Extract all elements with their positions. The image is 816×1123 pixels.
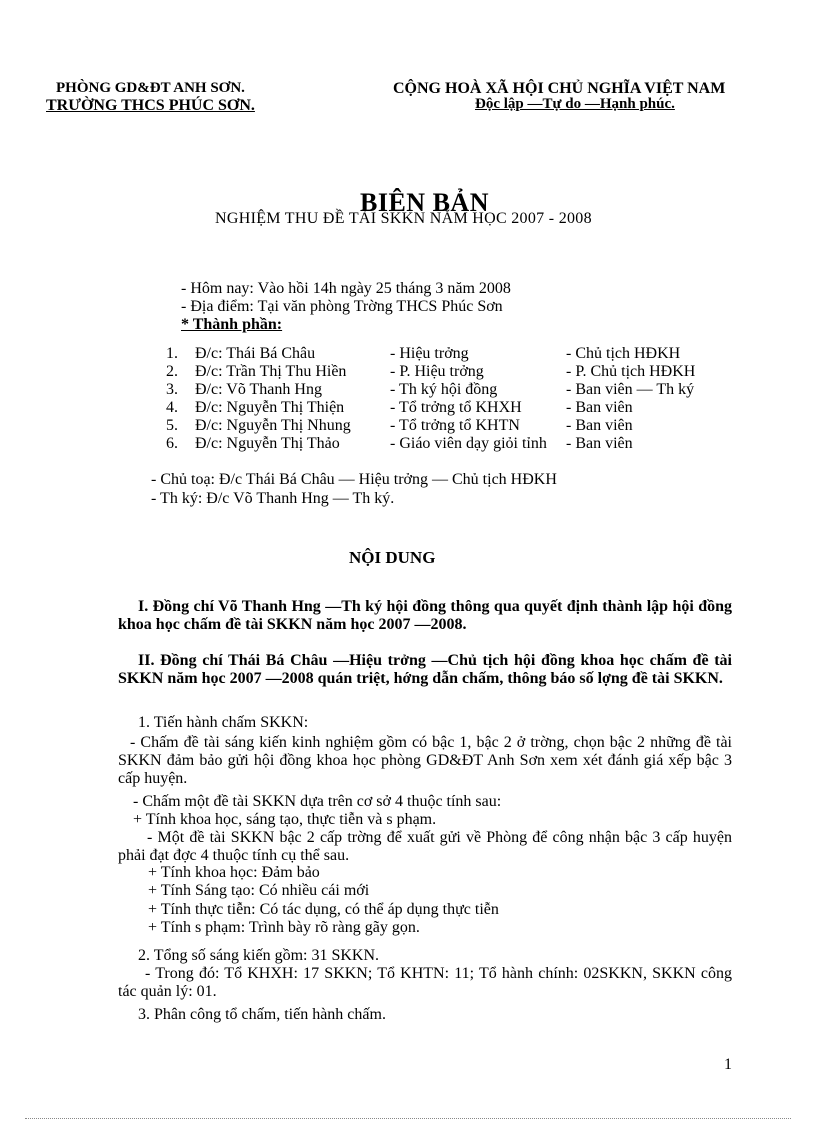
chair-line: - Chủ toạ: Đ/c Thái Bá Châu — Hiệu trởng — Chủ tịch HĐKH (151, 471, 557, 488)
member-number: 2. (166, 363, 178, 380)
member-role: - Ban viên (566, 417, 633, 434)
member-name: Đ/c: Võ Thanh Hng (195, 381, 322, 398)
header-country: CỘNG HOÀ XÃ HỘI CHỦ NGHĨA VIỆT NAM (393, 80, 726, 97)
header-org-line1: PHÒNG GD&ĐT ANH SƠN. (56, 80, 245, 96)
document-title: BIÊN BẢN (360, 188, 489, 217)
section-1: I. Đồng chí Võ Thanh Hng —Th ký hội đồng thông qua quyết định thành lập hội đồng khoa học chấm đề tài SKKN năm học 2007 —2008. (118, 598, 732, 633)
content-heading: NỘI DUNG (349, 548, 436, 567)
member-position: - Tổ trởng tổ KHXH (390, 399, 522, 416)
member-number: 6. (166, 435, 178, 452)
member-name: Đ/c: Thái Bá Châu (195, 345, 316, 362)
criteria-item: + Tính khoa học: Đảm bảo (148, 864, 320, 881)
member-number: 4. (166, 399, 178, 416)
member-role: - Ban viên — Th ký (566, 381, 695, 398)
meeting-place: - Địa điểm: Tại văn phòng Trờng THCS Phúc Sơn (181, 298, 503, 315)
page-number: 1 (724, 1056, 732, 1073)
item-2-paragraph: - Trong đó: Tổ KHXH: 17 SKKN; Tổ KHTN: 11; Tổ hành chính: 02SKKN, SKKN công tác quản lý: 01. (118, 965, 732, 1000)
member-position: - Hiệu trởng (390, 345, 469, 362)
member-position: - Th ký hội đồng (390, 381, 498, 398)
member-name: Đ/c: Nguyễn Thị Thiện (195, 399, 345, 416)
member-role: - P. Chủ tịch HĐKH (566, 363, 696, 380)
criteria-item: + Tính s phạm: Trình bày rõ ràng gãy gọn. (148, 919, 420, 936)
secretary-line: - Th ký: Đ/c Võ Thanh Hng — Th ký. (151, 490, 395, 507)
member-role: - Ban viên (566, 435, 633, 452)
member-name: Đ/c: Nguyễn Thị Thảo (195, 435, 340, 452)
header-org-line2: TRƯỜNG THCS PHÚC SƠN. (46, 97, 255, 114)
level-3-paragraph: - Một đề tài SKKN bậc 2 cấp trờng để xuất gửi về Phòng để công nhận bậc 3 cấp huyện phải đạt đợc 4 thuộc tính cụ thể sau. (118, 829, 732, 864)
item-1-heading: 1. Tiến hành chấm SKKN: (138, 714, 309, 731)
page-bottom-border (25, 1118, 791, 1119)
member-position: - P. Hiệu trởng (390, 363, 484, 380)
member-number: 3. (166, 381, 178, 398)
member-role: - Chủ tịch HĐKH (566, 345, 681, 362)
criteria-intro: - Chấm một đề tài SKKN dựa trên cơ sở 4 thuộc tính sau: (133, 793, 502, 810)
criteria-item: + Tính Sáng tạo: Có nhiều cái mới (148, 882, 370, 899)
header-motto: Độc lập —Tự do —Hạnh phúc. (475, 96, 675, 112)
document-subtitle: NGHIỆM THU ĐỀ TÀI SKKN NĂM HỌC 2007 - 2008 (215, 210, 592, 227)
criteria-summary: + Tính khoa học, sáng tạo, thực tiễn và s phạm. (133, 811, 437, 828)
meeting-time: - Hôm nay: Vào hồi 14h ngày 25 tháng 3 năm 2008 (181, 280, 511, 297)
member-name: Đ/c: Nguyễn Thị Nhung (195, 417, 351, 434)
section-2: II. Đồng chí Thái Bá Châu —Hiệu trởng —Chủ tịch hội đồng khoa học chấm đề tài SKKN năm học 2007 —2008 quán triệt, hớng dẫn chấm, thông báo số lợng đề tài SKKN. (118, 652, 732, 687)
member-number: 5. (166, 417, 178, 434)
members-heading: * Thành phần: (181, 316, 283, 333)
member-position: - Tổ trởng tổ KHTN (390, 417, 520, 434)
member-number: 1. (166, 345, 178, 362)
member-position: - Giáo viên dạy giỏi tỉnh (390, 435, 547, 452)
member-name: Đ/c: Trần Thị Thu Hiền (195, 363, 347, 380)
item-2-heading: 2. Tổng số sáng kiến gồm: 31 SKKN. (138, 947, 380, 964)
item-3-heading: 3. Phân công tổ chấm, tiến hành chấm. (138, 1006, 386, 1023)
member-role: - Ban viên (566, 399, 633, 416)
item-1-paragraph: - Chấm đề tài sáng kiến kinh nghiệm gồm có bậc 1, bậc 2 ở trờng, chọn bậc 2 những đề tài SKKN đảm bảo gửi hội đồng khoa học phòng GD&ĐT Anh Sơn xem xét đánh giá xếp bậc 3 cấp huyện. (118, 734, 732, 787)
criteria-item: + Tính thực tiễn: Có tác dụng, có thể áp dụng thực tiễn (148, 901, 499, 918)
